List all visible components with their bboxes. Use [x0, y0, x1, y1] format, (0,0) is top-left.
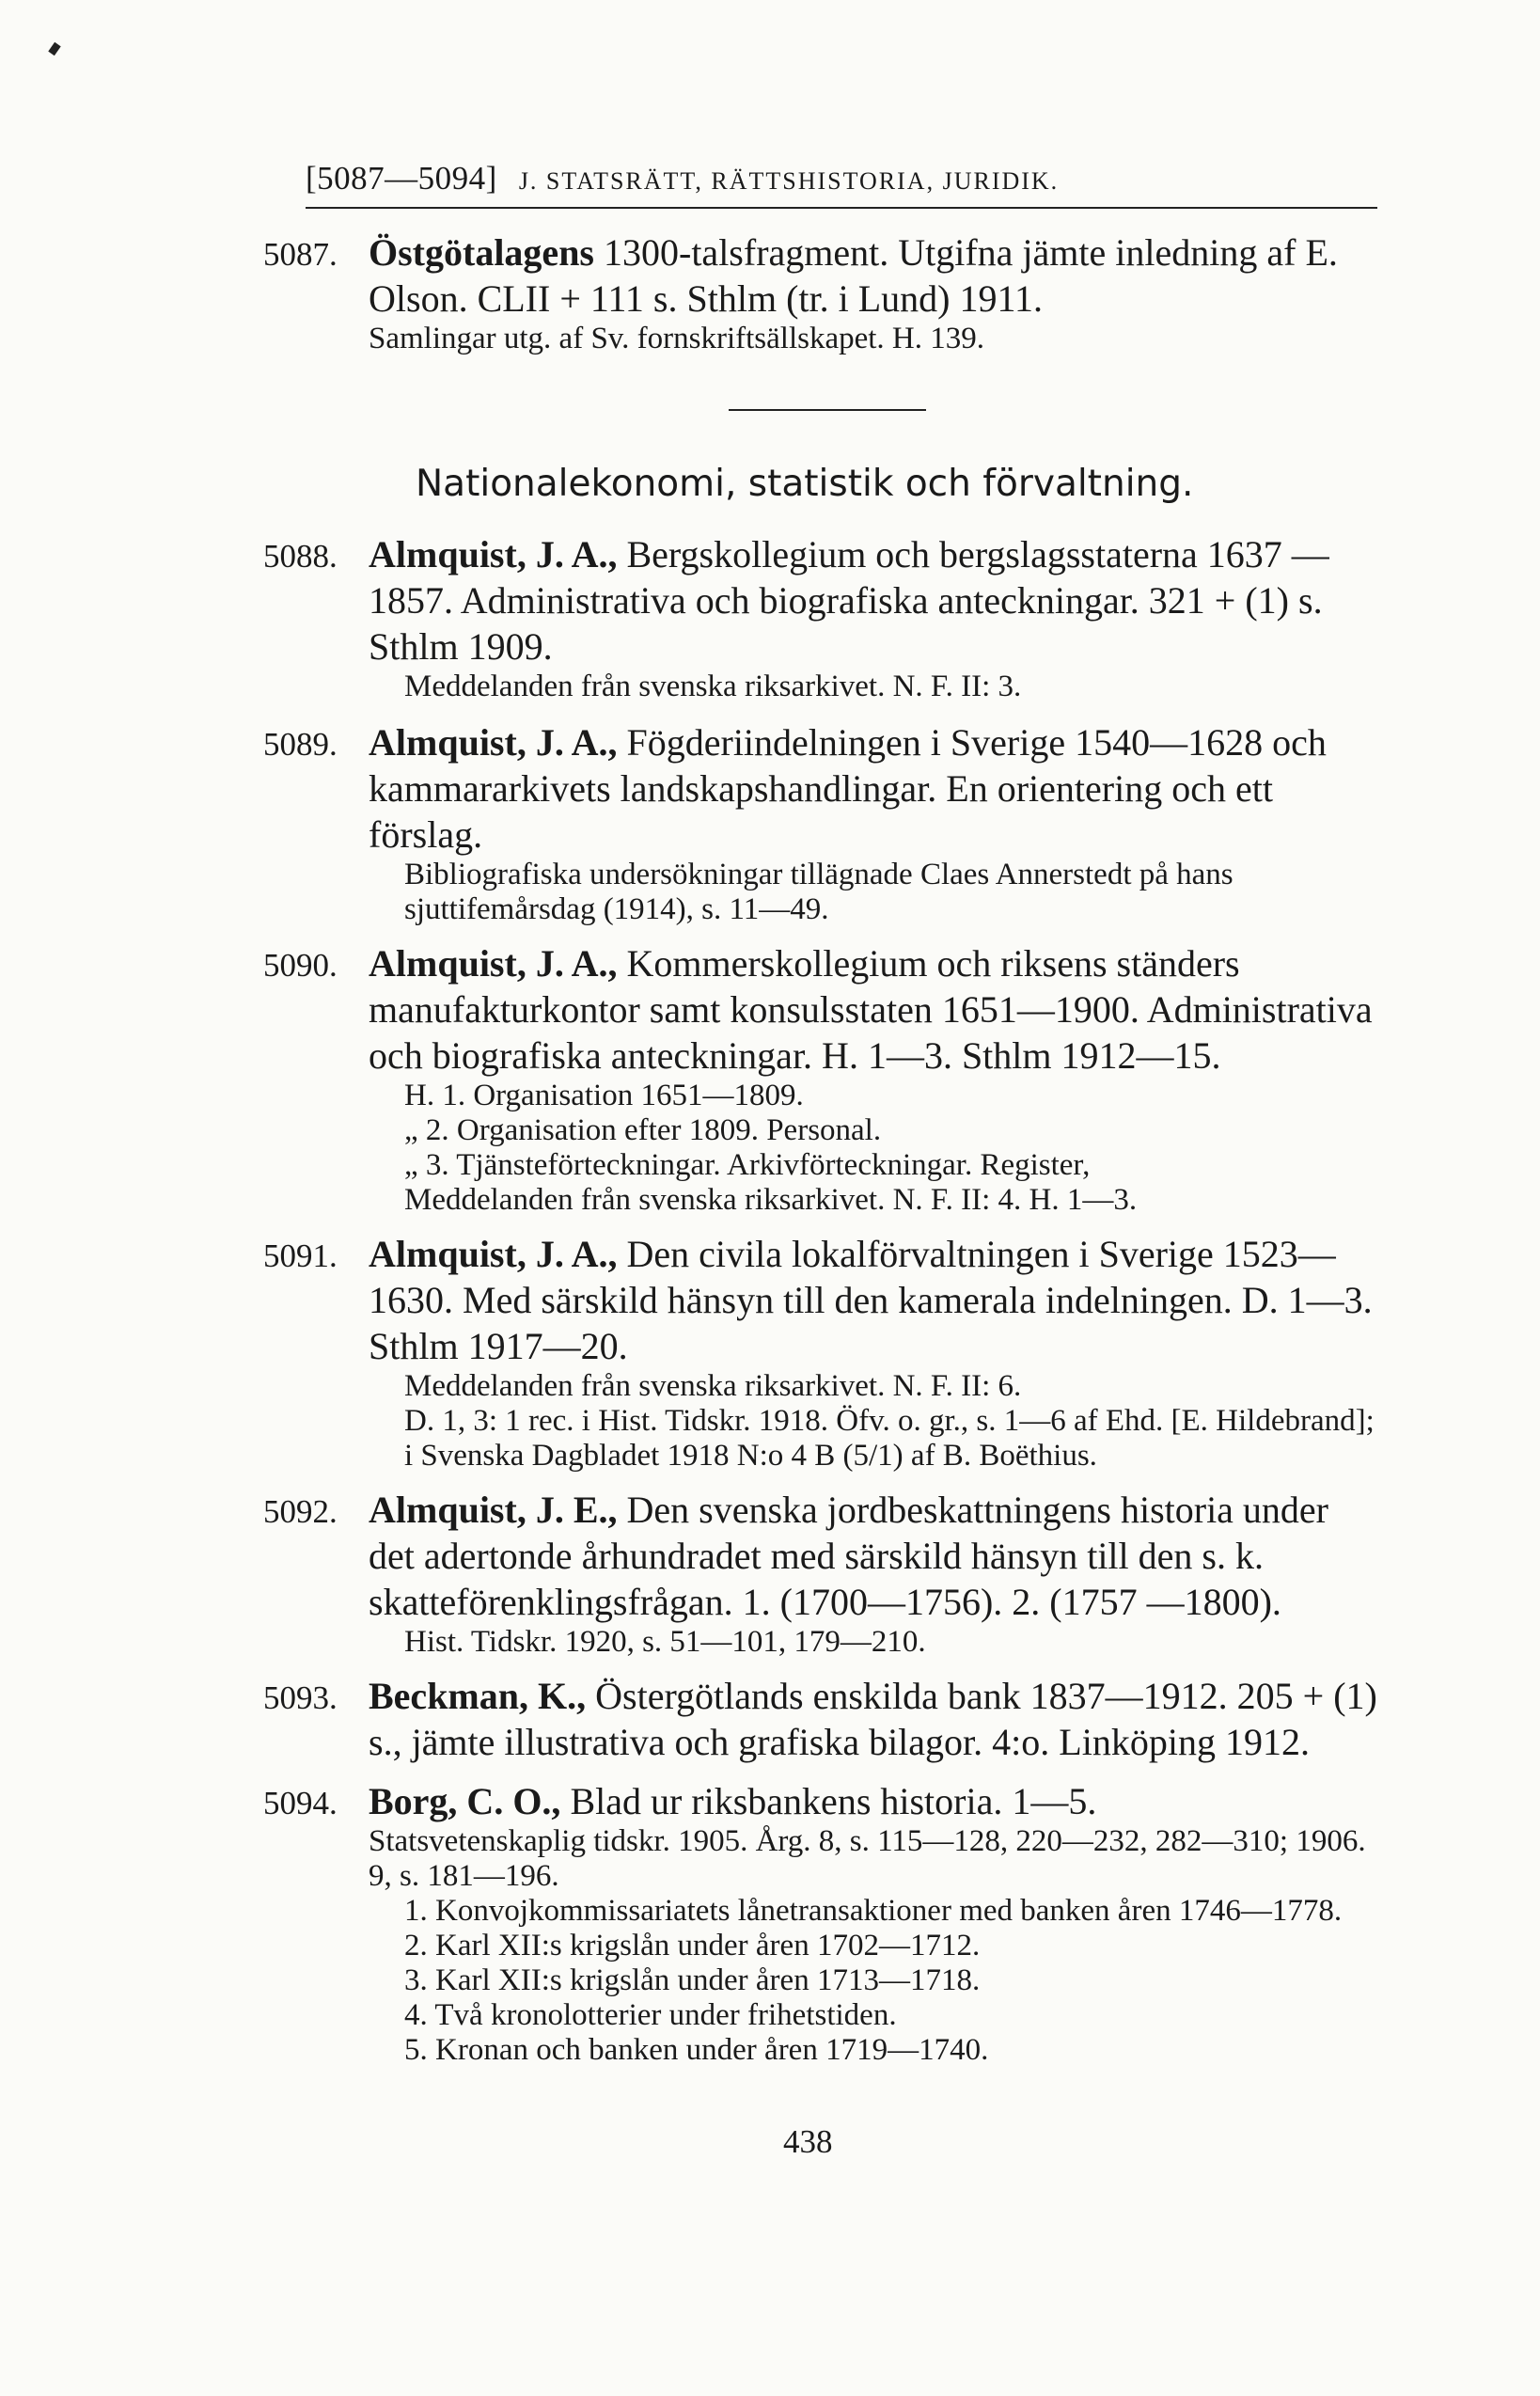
entry-note: Meddelanden från svenska riksarkivet. N. F. II: 4. H. 1—3.	[404, 1183, 1138, 1217]
entry-note: Meddelanden från svenska riksarkivet. N. F. II: 6.	[404, 1369, 1022, 1403]
entry-number: 5090.	[263, 947, 338, 984]
entry-5090	[263, 940, 1382, 1218]
scan-mark	[48, 42, 60, 55]
page-number: 438	[783, 2123, 833, 2160]
entry-5091	[263, 1231, 1382, 1474]
entry-note: Meddelanden från svenska riksarkivet. N. F. II: 3.	[404, 670, 1022, 703]
entry-author: Almquist, J. A.,	[369, 533, 618, 575]
entry-text: Den civila lokalförvaltningen i Sverige 1523—1630. Med särskild hänsyn till den kamerala indelningen. D. 1—3. Sthlm 1917—20.	[369, 1233, 1373, 1367]
entry-number: 5091.	[263, 1237, 338, 1274]
entry-text: Östergötlands enskilda bank 1837—1912. 205 + (1) s., jämte illustrativa och grafiska bilagor. 4:o. Linköping 1912.	[369, 1675, 1377, 1763]
entry-number: 5087.	[263, 236, 338, 273]
entry-note: 1. Konvojkommissariatets lånetransaktioner med banken åren 1746—1778.	[404, 1894, 1343, 1928]
entry-note: Hist. Tidskr. 1920, s. 51—101, 179—210.	[404, 1625, 926, 1659]
entry-number: 5093.	[263, 1679, 338, 1716]
entry-note-text: Bibliografiska undersökningar tillägnade Claes Annerstedt på hans sjuttifemårsdag (1914), s. 11—49.	[404, 858, 1234, 926]
header-rule	[306, 207, 1377, 209]
entry-text: Fögderiindelningen i Sverige 1540—1628 och kammararkivets landskapshandlingar. En orientering och ett förslag.	[369, 721, 1327, 856]
entry-number: 5088.	[263, 538, 338, 575]
entry-author: Almquist, J. E.,	[369, 1489, 618, 1531]
entry-author: Borg, C. O.,	[369, 1780, 561, 1822]
entry-text: Bergskollegium och bergslagsstaterna 1637 —1857. Administrativa och biografiska anteckningar. 321 + (1) s. Sthlm 1909.	[369, 533, 1329, 668]
entry-note: D. 1, 3: 1 rec. i Hist. Tidskr. 1918. Öfv. o. gr., s. 1—6 af Ehd. [E. Hildebrand]; i Svenska Dagbladet 1918 N:o 4 B (5/1) af B. Boëthius.	[404, 1404, 1375, 1473]
entry-author: Beckman, K.,	[369, 1675, 587, 1717]
entry-5089	[263, 719, 1382, 927]
entry-note: 3. Karl XII:s krigslån under åren 1713—1718.	[404, 1963, 981, 1997]
section-separator	[729, 409, 926, 411]
entry-note: H. 1. Organisation 1651—1809.	[404, 1079, 804, 1112]
entry-number: 5094.	[263, 1785, 338, 1821]
running-header	[306, 160, 1377, 197]
entry-number: 5089.	[263, 726, 338, 763]
entry-note	[369, 858, 1382, 927]
entry-note: 4. Två kronolotterier under frihetstiden.	[404, 1998, 897, 2032]
entry-note: 2. Karl XII:s krigslån under åren 1702—1712.	[404, 1929, 981, 1963]
entry-note: „ 3. Tjänsteförteckningar. Arkivförteckningar. Register,	[404, 1148, 1091, 1182]
entry-text: Blad ur riksbankens historia. 1—5.	[570, 1780, 1097, 1822]
entry-5087	[263, 229, 1382, 356]
entry-5093	[263, 1673, 1382, 1765]
entry-list	[263, 531, 1382, 2068]
entry-note: Statsvetenskaplig tidskr. 1905. Årg. 8, s. 115—128, 220—232, 282—310; 1906. 9, s. 181—196.	[369, 1824, 1366, 1893]
entry-5092	[263, 1487, 1382, 1660]
entry-5094	[263, 1778, 1382, 2068]
entry-author: Almquist, J. A.,	[369, 1233, 618, 1275]
entry-note: Samlingar utg. af Sv. fornskriftsällskapet. H. 139.	[369, 322, 985, 355]
entry-author: Almquist, J. A.,	[369, 721, 618, 764]
entry-note: 5. Kronan och banken under åren 1719—1740.	[404, 2033, 989, 2067]
entry-text: Kommerskollegium och riksens ständers manufakturkontor samt konsulsstaten 1651—1900. Administrativa och biografiska anteckningar. H. 1—3. Sthlm 1912—15.	[369, 942, 1373, 1077]
entry-block-first	[263, 229, 1382, 356]
entry-5088	[263, 531, 1382, 704]
entry-note: „ 2. Organisation efter 1809. Personal.	[404, 1113, 882, 1147]
section-title: J. STATSRÄTT, RÄTTSHISTORIA, JURIDIK.	[518, 167, 1060, 195]
entry-number: 5092.	[263, 1493, 338, 1530]
entry-text: Den svenska jordbeskattningens historia under det adertonde århundradet med särskild hänsyn till den s. k. skatteförenklingsfrågan. 1. (1700—1756). 2. (1757 —1800).	[369, 1489, 1329, 1623]
entry-author: Östgötalagens	[369, 231, 594, 274]
entry-text: 1300-talsfragment. Utgifna jämte inledning af E. Olson. CLII + 111 s. Sthlm (tr. i Lund) 1911.	[369, 231, 1338, 320]
section-heading: Nationalekonomi, statistik och förvaltning.	[416, 463, 1194, 505]
entry-author: Almquist, J. A.,	[369, 942, 618, 985]
entry-range: [5087—5094]	[306, 160, 497, 197]
